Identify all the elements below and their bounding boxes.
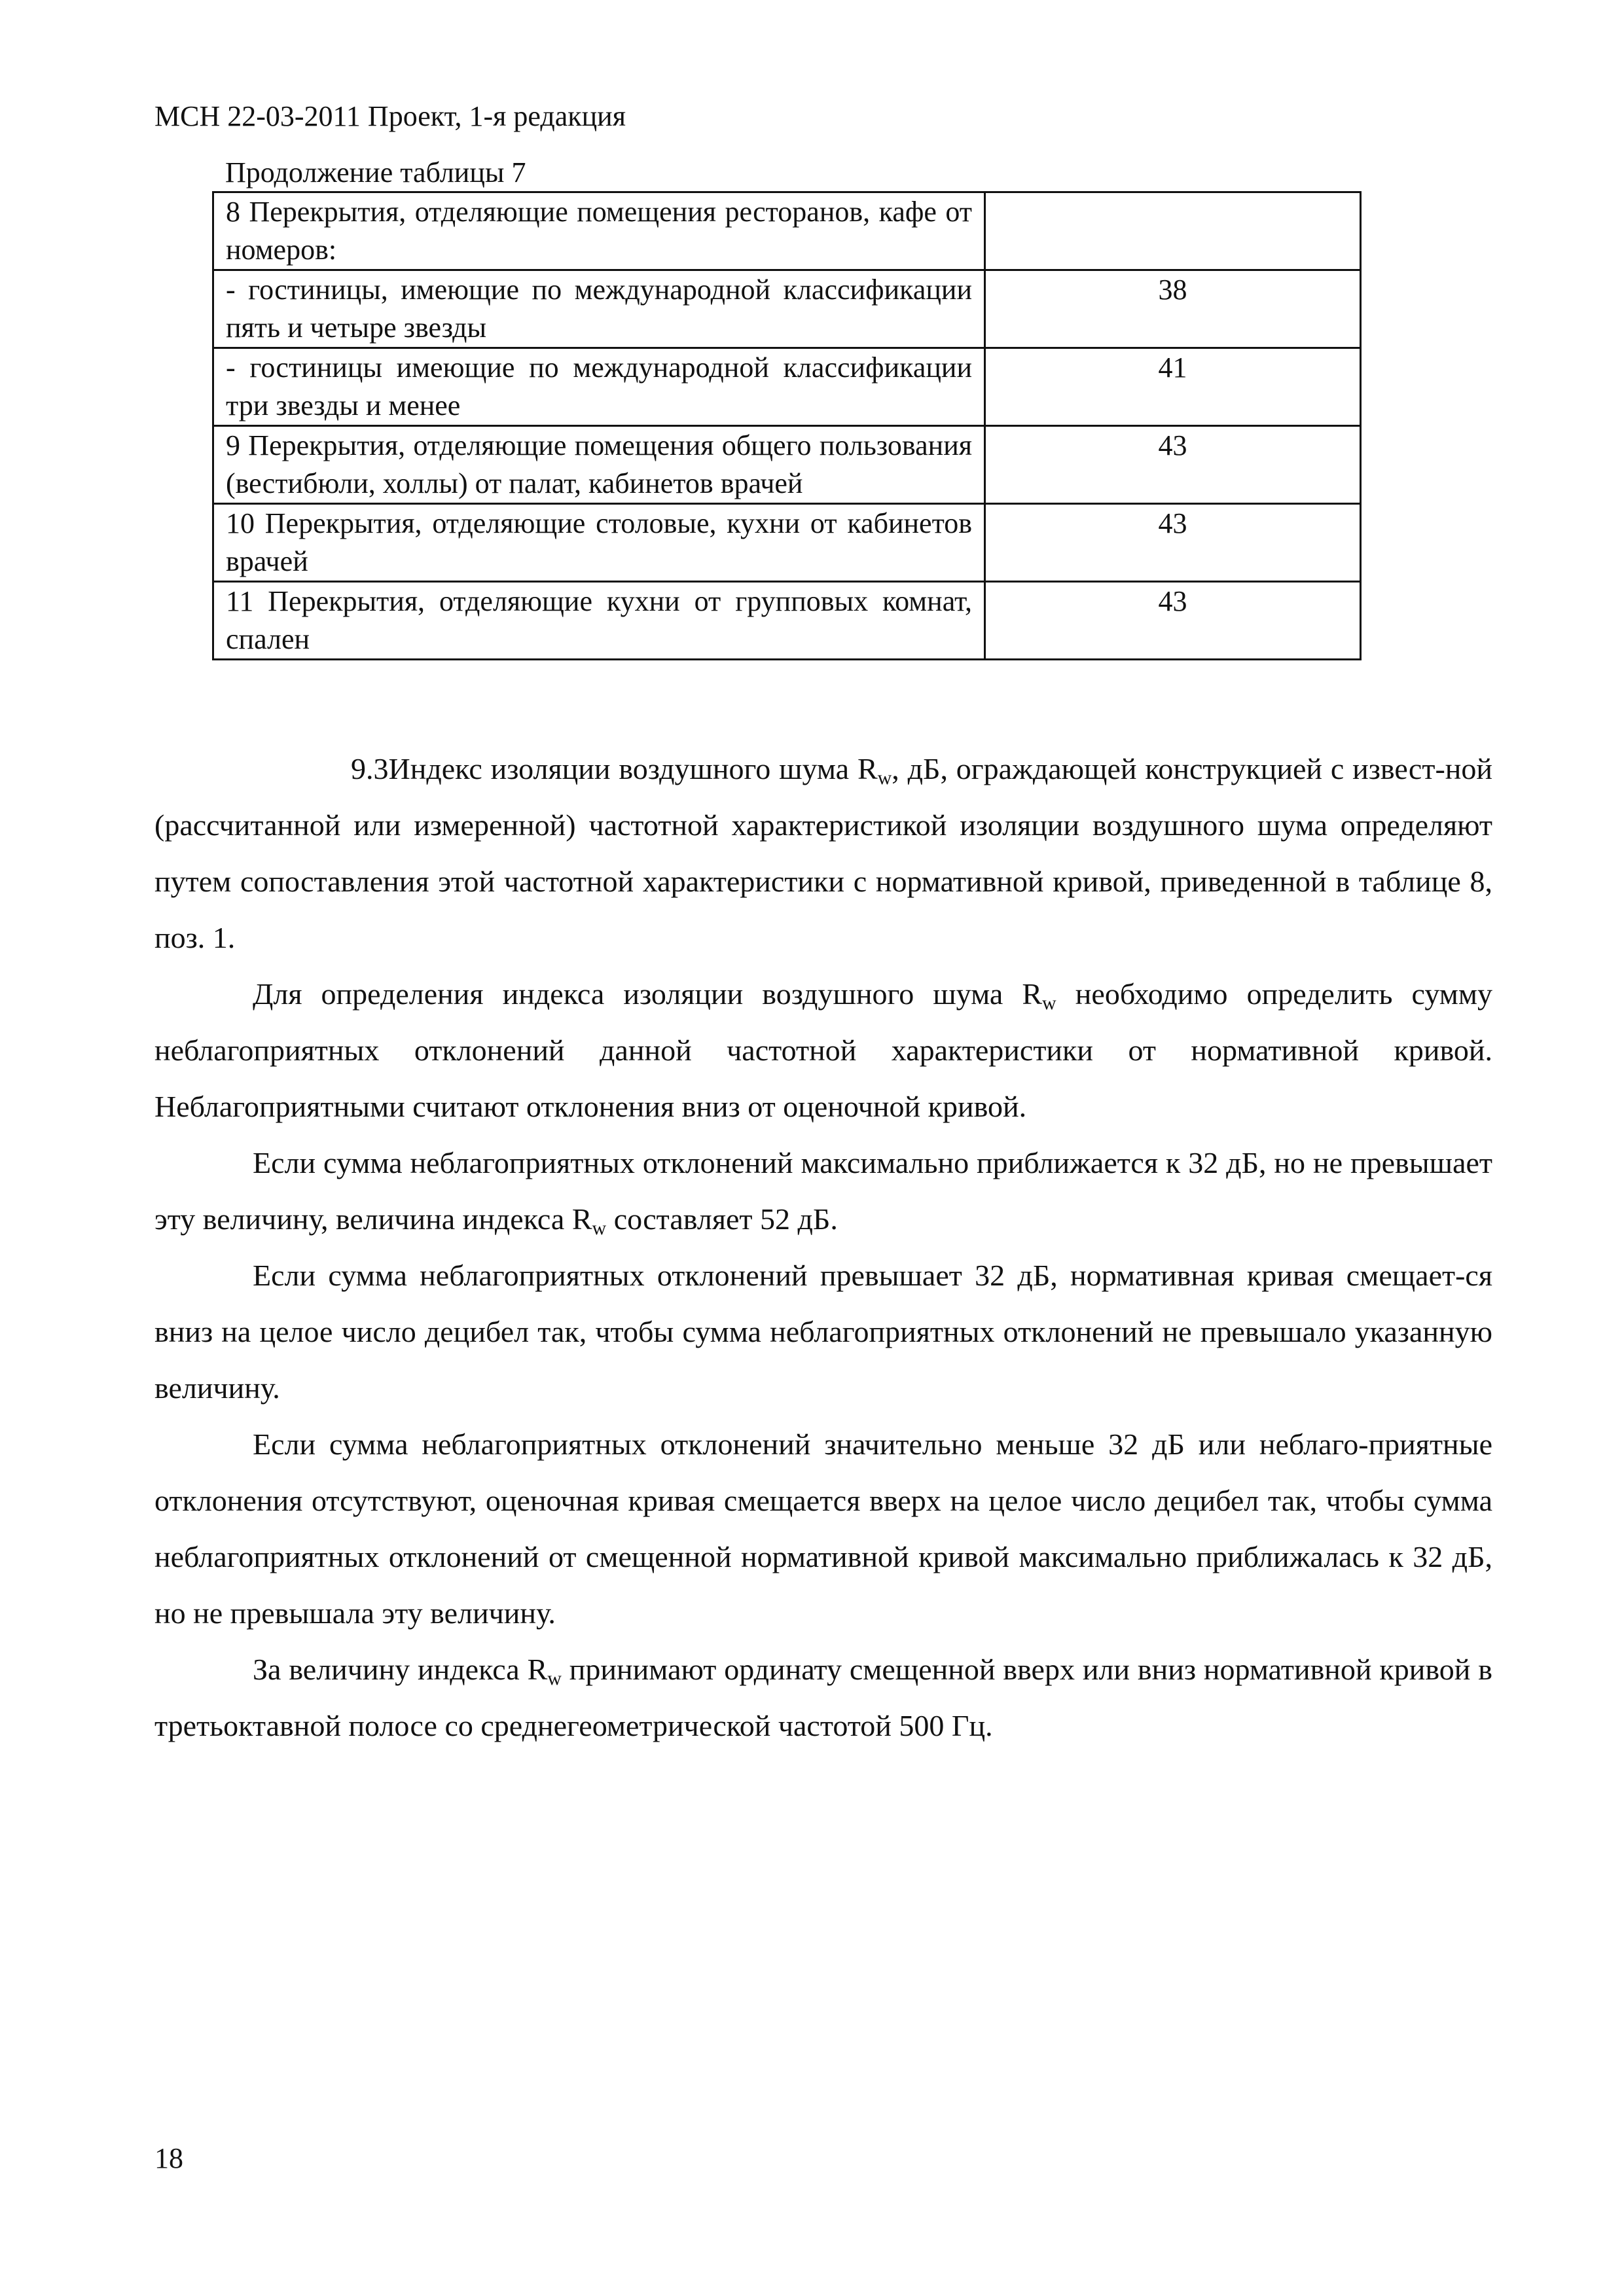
paragraph	[154, 966, 1492, 1135]
paragraph	[154, 1135, 1492, 1247]
paragraph-text: Индекс изоляции воздушного шума	[388, 752, 857, 785]
rw-base: R	[527, 1653, 548, 1686]
paragraph-text: принимают ординату смещенной вверх или вниз нормативной кривой в третьоктавной полосе со среднегеометрической частотой 500 Гц.	[154, 1653, 1492, 1742]
table-cell-description: 9 Перекрытия, отделяющие помещения общего пользования (вестибюли, холлы) от палат, кабинетов врачей	[213, 426, 985, 504]
table-cell-value: 41	[985, 348, 1361, 426]
table-row	[213, 504, 1361, 582]
paragraph: Если сумма неблагоприятных отклонений значительно меньше 32 дБ или неблаго-приятные отклонения отсутствуют, оценочная кривая смещается вверх на целое число децибел так, чтобы сумма неблагоприятных отклонений от смещенной нормативной кривой максимально приближалась к 32 дБ, но не превышала эту величину.	[154, 1427, 1492, 1630]
table-row	[213, 192, 1361, 270]
table-cell-description: 10 Перекрытия, отделяющие столовые, кухни от кабинетов врачей	[213, 504, 985, 582]
table-row	[213, 348, 1361, 426]
table-row	[213, 426, 1361, 504]
table-cell-description: - гостиницы, имеющие по международной классификации пять и четыре звезды	[213, 270, 985, 348]
table-cell-description: 11 Перекрытия, отделяющие кухни от групповых комнат, спален	[213, 582, 985, 660]
paragraph: Если сумма неблагоприятных отклонений превышает 32 дБ, нормативная кривая смещает-ся вниз на целое число децибел так, чтобы сумма неблагоприятных отклонений не превышало указанную величину.	[154, 1259, 1492, 1405]
table-row	[213, 270, 1361, 348]
paragraph-text: составляет 52 дБ.	[606, 1202, 838, 1236]
table-cell-value: 43	[985, 582, 1361, 660]
paragraph-text: Для определения индекса изоляции воздушного шума	[253, 977, 1022, 1011]
body-text	[154, 741, 1492, 1754]
rw-symbol	[857, 752, 892, 789]
table-cell-value: 43	[985, 504, 1361, 582]
table-caption: Продолжение таблицы 7	[225, 156, 526, 188]
section-number: 9.3	[351, 752, 389, 785]
table-cell-description: - гостиницы имеющие по международной классификации три звезды и менее	[213, 348, 985, 426]
table-row	[213, 582, 1361, 660]
rw-symbol	[1022, 977, 1056, 1014]
rw-base: R	[571, 1202, 592, 1236]
paragraph-text: , дБ, ограждающей конструкцией с извест-ной (рассчитанной или измеренной) частотной характеристикой изоляции воздушного шума определяют путем сопоставления этой частотной характеристики с нормативной кривой, приведенной в таблице 8, поз. 1.	[154, 752, 1493, 954]
rw-base: R	[857, 752, 878, 785]
rw-subscript: w	[1042, 992, 1056, 1014]
rw-symbol	[527, 1653, 562, 1689]
rw-symbol	[571, 1202, 607, 1239]
rw-subscript: w	[877, 767, 892, 789]
rw-subscript: w	[547, 1668, 562, 1689]
paragraph-text: За величину индекса	[253, 1653, 528, 1686]
paragraph-text: необходимо определить сумму неблагоприятных отклонений данной частотной характеристики от нормативной кривой. Неблагоприятными считают отклонения вниз от оценочной кривой.	[154, 977, 1492, 1123]
page-number: 18	[154, 2142, 183, 2174]
rw-base: R	[1022, 977, 1043, 1011]
table-cell-value: 38	[985, 270, 1361, 348]
table-cell-value: 43	[985, 426, 1361, 504]
rw-subscript: w	[592, 1217, 607, 1239]
paragraph	[154, 1641, 1492, 1754]
paragraph-text: Если сумма неблагоприятных отклонений максимально приближается к 32 дБ, но не превышает эту величину, величина индекса	[154, 1146, 1492, 1236]
document-header: МСН 22-03-2011 Проект, 1-я редакция	[154, 100, 626, 132]
table-cell-value	[985, 192, 1361, 270]
paragraph-9-3	[154, 741, 1492, 966]
table-cell-description: 8 Перекрытия, отделяющие помещения ресторанов, кафе от номеров:	[213, 192, 985, 270]
sound-insulation-table	[212, 191, 1362, 660]
